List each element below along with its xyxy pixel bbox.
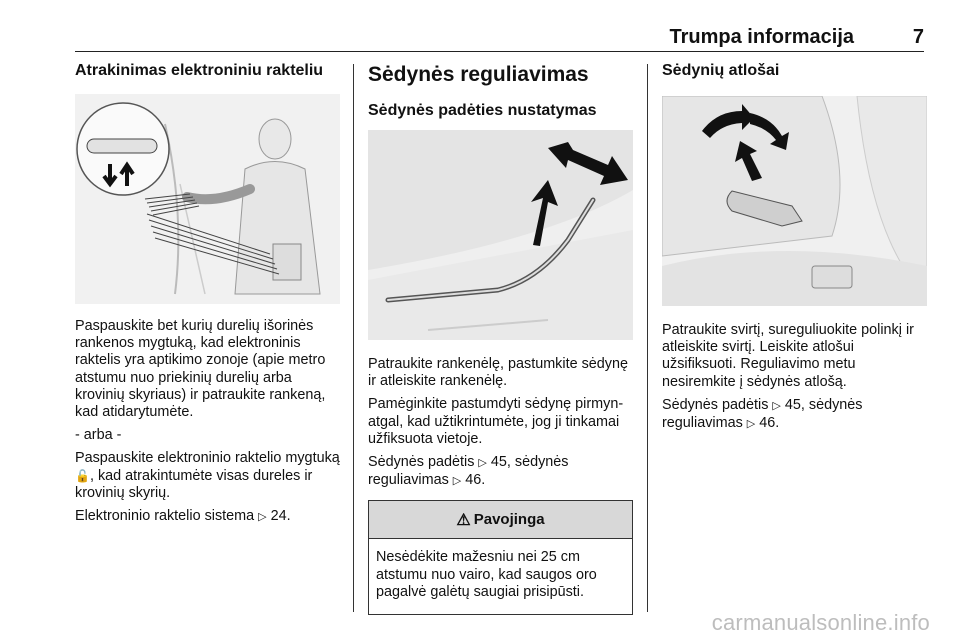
warning-header [369, 501, 632, 539]
page-header [75, 26, 924, 52]
header-title: Trumpa informacija [669, 26, 854, 48]
column-seat-backrests [662, 60, 927, 439]
paragraph: Patraukite rankenėlę, pastumkite sėdynę ir atleiskite rankenėlę. [368, 356, 628, 390]
section-heading-seat: Sėdynės reguliavimas [368, 63, 589, 86]
backrest-illustration [662, 96, 927, 306]
section-heading-unlock: Atrakinimas elektroniniu rakteliu [75, 62, 324, 79]
warning-title: Pavojinga [473, 511, 545, 529]
page-ref-arrow-icon: ▷ [746, 418, 756, 431]
section-heading-backrests: Sėdynių atlošai [662, 62, 780, 79]
page-ref-arrow-icon: ▷ [772, 399, 781, 412]
warning-text: Nesėdėkite mažesniu nei 25 cm atstumu nuo vairo, kad saugos oro pagalvė galėtų saugiai prisipūsti. [376, 549, 597, 601]
warning-box [368, 500, 633, 614]
page-ref-arrow-icon: ▷ [478, 457, 487, 470]
unlock-illustration [75, 94, 340, 304]
paragraph: Sėdynės padėtis ▷ 45, sėdynės reguliavimas ▷ 46. [368, 454, 569, 489]
page-ref-arrow-icon: ▷ [452, 475, 462, 488]
column-divider [353, 64, 354, 612]
paragraph: Sėdynės padėtis ▷ 45, sėdynės reguliavimas ▷ 46. [662, 396, 863, 432]
seat-position-illustration [368, 130, 633, 340]
paragraph: Pamėginkite pastumdyti sėdynę pirmyn-atgal, kad užtikrintumėte, jog ji tinkamai užfiksuota vietoje. [368, 396, 624, 447]
column-seat-adjustment [368, 60, 633, 615]
paragraph: - arba - [75, 427, 122, 444]
paragraph: Patraukite svirtį, sureguliuokite polinkį ir atleiskite svirtį. Leiskite atlošui užsifiksuoti. Reguliavimo metu nesiremkite į sėdynės atlošą. [662, 322, 914, 390]
unlock-icon: 🔓 [75, 468, 90, 483]
paragraph: Paspauskite elektroninio raktelio mygtuką 🔓, kad atrakintumėte visas dureles ir krovinių skyrių. [75, 450, 340, 501]
watermark: carmanualsonline.info [711, 610, 930, 635]
column-unlock [75, 60, 340, 532]
warning-icon: ⚠ [456, 511, 471, 529]
paragraph: Paspauskite bet kurių durelių išorinės rankenos mygtuką, kad elektroninis raktelis yra aptikimo zonoje (apie metro atstumu nuo priekinių durelių arba krovinių skyriaus) ir patraukite rankeną, kad atidarytumėte. [75, 318, 326, 421]
column-divider [647, 64, 648, 612]
subsection-heading-seat-position: Sėdynės padėties nustatymas [368, 102, 597, 119]
paragraph: Elektroninio raktelio sistema ▷ 24. [75, 508, 291, 525]
page-number: 7 [912, 26, 924, 48]
page-ref-arrow-icon: ▷ [258, 511, 267, 524]
